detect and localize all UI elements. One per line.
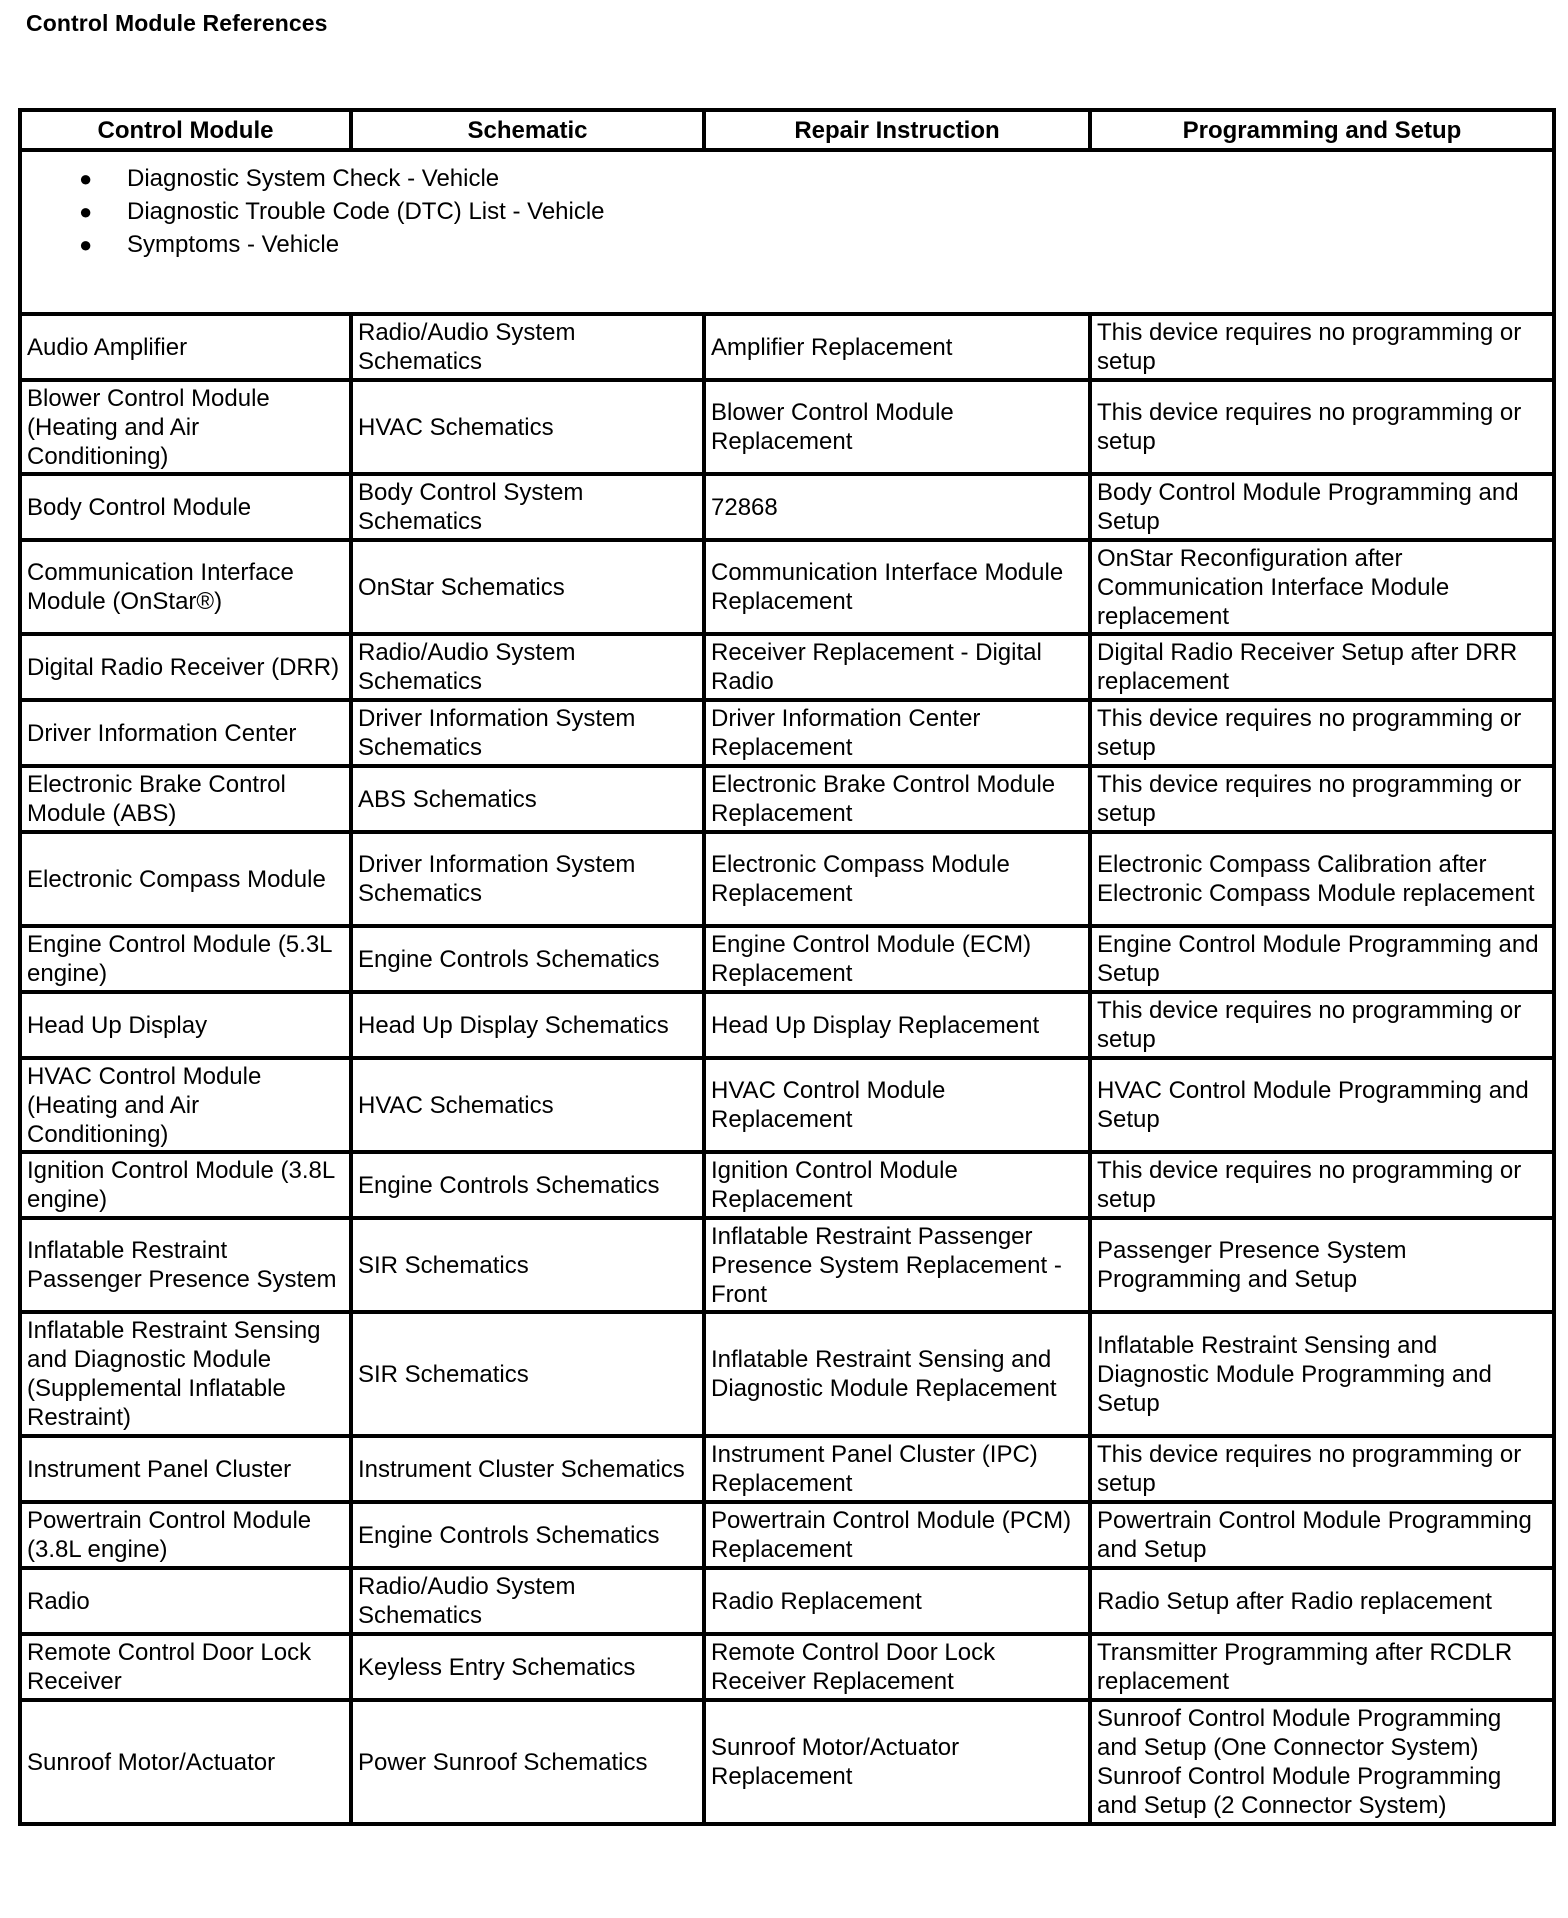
cell-programming-setup: This device requires no programming or setup: [1090, 766, 1554, 832]
header-programming-setup: Programming and Setup: [1090, 110, 1554, 150]
info-list: [27, 162, 1547, 261]
table-row: [20, 766, 1554, 832]
cell-programming-setup[interactable]: Powertrain Control Module Programming and Setup: [1090, 1502, 1554, 1568]
cell-repair-instruction[interactable]: Radio Replacement: [704, 1568, 1090, 1634]
cell-schematic[interactable]: Engine Controls Schematics: [351, 926, 704, 992]
cell-control-module: Powertrain Control Module (3.8L engine): [20, 1502, 351, 1568]
cell-repair-instruction[interactable]: Electronic Brake Control Module Replacement: [704, 766, 1090, 832]
cell-schematic[interactable]: Radio/Audio System Schematics: [351, 1568, 704, 1634]
bullet-icon: ●: [79, 199, 93, 224]
cell-schematic[interactable]: Driver Information System Schematics: [351, 700, 704, 766]
cell-control-module: Body Control Module: [20, 474, 351, 540]
cell-programming-setup[interactable]: Transmitter Programming after RCDLR replacement: [1090, 1634, 1554, 1700]
cell-control-module: Electronic Brake Control Module (ABS): [20, 766, 351, 832]
cell-repair-instruction[interactable]: HVAC Control Module Replacement: [704, 1058, 1090, 1152]
cell-programming-setup[interactable]: Electronic Compass Calibration after Electronic Compass Module replacement: [1090, 832, 1554, 926]
cell-control-module: Blower Control Module (Heating and Air Conditioning): [20, 380, 351, 474]
cell-schematic[interactable]: Radio/Audio System Schematics: [351, 634, 704, 700]
cell-control-module: Audio Amplifier: [20, 314, 351, 380]
cell-schematic[interactable]: OnStar Schematics: [351, 540, 704, 634]
cell-repair-instruction[interactable]: Inflatable Restraint Sensing and Diagnostic Module Replacement: [704, 1312, 1090, 1436]
cell-control-module: Digital Radio Receiver (DRR): [20, 634, 351, 700]
cell-schematic[interactable]: Head Up Display Schematics: [351, 992, 704, 1058]
info-cell: [20, 150, 1554, 314]
cell-repair-instruction[interactable]: Remote Control Door Lock Receiver Replacement: [704, 1634, 1090, 1700]
cell-repair-instruction[interactable]: Instrument Panel Cluster (IPC) Replacement: [704, 1436, 1090, 1502]
table-row: [20, 992, 1554, 1058]
cell-control-module: HVAC Control Module (Heating and Air Conditioning): [20, 1058, 351, 1152]
cell-programming-setup: This device requires no programming or setup: [1090, 700, 1554, 766]
table-row: [20, 1218, 1554, 1312]
cell-programming-setup[interactable]: Engine Control Module Programming and Setup: [1090, 926, 1554, 992]
cell-programming-setup[interactable]: Radio Setup after Radio replacement: [1090, 1568, 1554, 1634]
cell-schematic[interactable]: Instrument Cluster Schematics: [351, 1436, 704, 1502]
table-row: [20, 1312, 1554, 1436]
cell-programming-setup: This device requires no programming or setup: [1090, 1152, 1554, 1218]
cell-control-module: Radio: [20, 1568, 351, 1634]
cell-schematic[interactable]: Engine Controls Schematics: [351, 1152, 704, 1218]
cell-programming-setup[interactable]: Sunroof Control Module Programming and Setup (One Connector System) Sunroof Control Module Programming and Setup (2 Connector System): [1090, 1700, 1554, 1824]
table-row: [20, 380, 1554, 474]
cell-control-module: Communication Interface Module (OnStar®): [20, 540, 351, 634]
table-row: [20, 700, 1554, 766]
cell-repair-instruction[interactable]: Engine Control Module (ECM) Replacement: [704, 926, 1090, 992]
cell-schematic[interactable]: SIR Schematics: [351, 1312, 704, 1436]
cell-programming-setup: This device requires no programming or setup: [1090, 992, 1554, 1058]
cell-repair-instruction[interactable]: Inflatable Restraint Passenger Presence System Replacement - Front: [704, 1218, 1090, 1312]
table-row: [20, 314, 1554, 380]
cell-repair-instruction[interactable]: Amplifier Replacement: [704, 314, 1090, 380]
cell-control-module: Ignition Control Module (3.8L engine): [20, 1152, 351, 1218]
cell-programming-setup[interactable]: Body Control Module Programming and Setup: [1090, 474, 1554, 540]
cell-repair-instruction[interactable]: Powertrain Control Module (PCM) Replacement: [704, 1502, 1090, 1568]
control-module-table: [18, 108, 1556, 1826]
table-header-row: [20, 110, 1554, 150]
table-row: [20, 1634, 1554, 1700]
cell-control-module: Sunroof Motor/Actuator: [20, 1700, 351, 1824]
cell-control-module: Inflatable Restraint Passenger Presence System: [20, 1218, 351, 1312]
table-row: [20, 1568, 1554, 1634]
cell-schematic[interactable]: Radio/Audio System Schematics: [351, 314, 704, 380]
cell-programming-setup[interactable]: HVAC Control Module Programming and Setup: [1090, 1058, 1554, 1152]
header-repair-instruction: Repair Instruction: [704, 110, 1090, 150]
bullet-icon: ●: [79, 166, 93, 191]
cell-schematic[interactable]: HVAC Schematics: [351, 1058, 704, 1152]
cell-schematic[interactable]: Body Control System Schematics: [351, 474, 704, 540]
cell-repair-instruction[interactable]: Communication Interface Module Replacement: [704, 540, 1090, 634]
cell-repair-instruction[interactable]: Blower Control Module Replacement: [704, 380, 1090, 474]
cell-repair-instruction[interactable]: Receiver Replacement - Digital Radio: [704, 634, 1090, 700]
cell-programming-setup: This device requires no programming or setup: [1090, 1436, 1554, 1502]
cell-programming-setup: This device requires no programming or setup: [1090, 314, 1554, 380]
cell-control-module: Engine Control Module (5.3L engine): [20, 926, 351, 992]
cell-schematic[interactable]: SIR Schematics: [351, 1218, 704, 1312]
cell-schematic[interactable]: Power Sunroof Schematics: [351, 1700, 704, 1824]
cell-control-module: Head Up Display: [20, 992, 351, 1058]
cell-control-module: Instrument Panel Cluster: [20, 1436, 351, 1502]
cell-programming-setup[interactable]: Passenger Presence System Programming and Setup: [1090, 1218, 1554, 1312]
info-list-item[interactable]: [27, 162, 1547, 195]
table-row: [20, 540, 1554, 634]
cell-programming-setup[interactable]: OnStar Reconfiguration after Communication Interface Module replacement: [1090, 540, 1554, 634]
table-row: [20, 1700, 1554, 1824]
cell-control-module: Inflatable Restraint Sensing and Diagnostic Module (Supplemental Inflatable Restraint): [20, 1312, 351, 1436]
info-row: [20, 150, 1554, 314]
bullet-icon: ●: [79, 232, 93, 257]
header-control-module: Control Module: [20, 110, 351, 150]
cell-schematic[interactable]: Keyless Entry Schematics: [351, 1634, 704, 1700]
table-row: [20, 1502, 1554, 1568]
header-schematic: Schematic: [351, 110, 704, 150]
cell-schematic[interactable]: HVAC Schematics: [351, 380, 704, 474]
table-row: [20, 926, 1554, 992]
table-row: [20, 832, 1554, 926]
cell-schematic[interactable]: Engine Controls Schematics: [351, 1502, 704, 1568]
cell-control-module: Electronic Compass Module: [20, 832, 351, 926]
page-title: Control Module References: [26, 10, 328, 36]
cell-repair-instruction[interactable]: Driver Information Center Replacement: [704, 700, 1090, 766]
table-row: [20, 1058, 1554, 1152]
table-row: [20, 634, 1554, 700]
cell-repair-instruction[interactable]: Ignition Control Module Replacement: [704, 1152, 1090, 1218]
cell-programming-setup[interactable]: Inflatable Restraint Sensing and Diagnostic Module Programming and Setup: [1090, 1312, 1554, 1436]
table-row: [20, 1152, 1554, 1218]
info-list-item[interactable]: [27, 195, 1547, 228]
cell-programming-setup: This device requires no programming or setup: [1090, 380, 1554, 474]
cell-repair-instruction[interactable]: 72868: [704, 474, 1090, 540]
info-link-diagnostic-system-check[interactable]: Diagnostic System Check - Vehicle: [127, 165, 500, 192]
cell-repair-instruction[interactable]: Head Up Display Replacement: [704, 992, 1090, 1058]
cell-repair-instruction[interactable]: Electronic Compass Module Replacement: [704, 832, 1090, 926]
cell-schematic[interactable]: Driver Information System Schematics: [351, 832, 704, 926]
table-row: [20, 474, 1554, 540]
cell-control-module: Remote Control Door Lock Receiver: [20, 1634, 351, 1700]
table-row: [20, 1436, 1554, 1502]
info-link-dtc-list[interactable]: Diagnostic Trouble Code (DTC) List - Vehicle: [127, 198, 605, 225]
cell-repair-instruction[interactable]: Sunroof Motor/Actuator Replacement: [704, 1700, 1090, 1824]
cell-control-module: Driver Information Center: [20, 700, 351, 766]
cell-schematic[interactable]: ABS Schematics: [351, 766, 704, 832]
cell-programming-setup[interactable]: Digital Radio Receiver Setup after DRR replacement: [1090, 634, 1554, 700]
info-link-symptoms[interactable]: Symptoms - Vehicle: [127, 231, 340, 258]
info-list-item[interactable]: [27, 228, 1547, 261]
